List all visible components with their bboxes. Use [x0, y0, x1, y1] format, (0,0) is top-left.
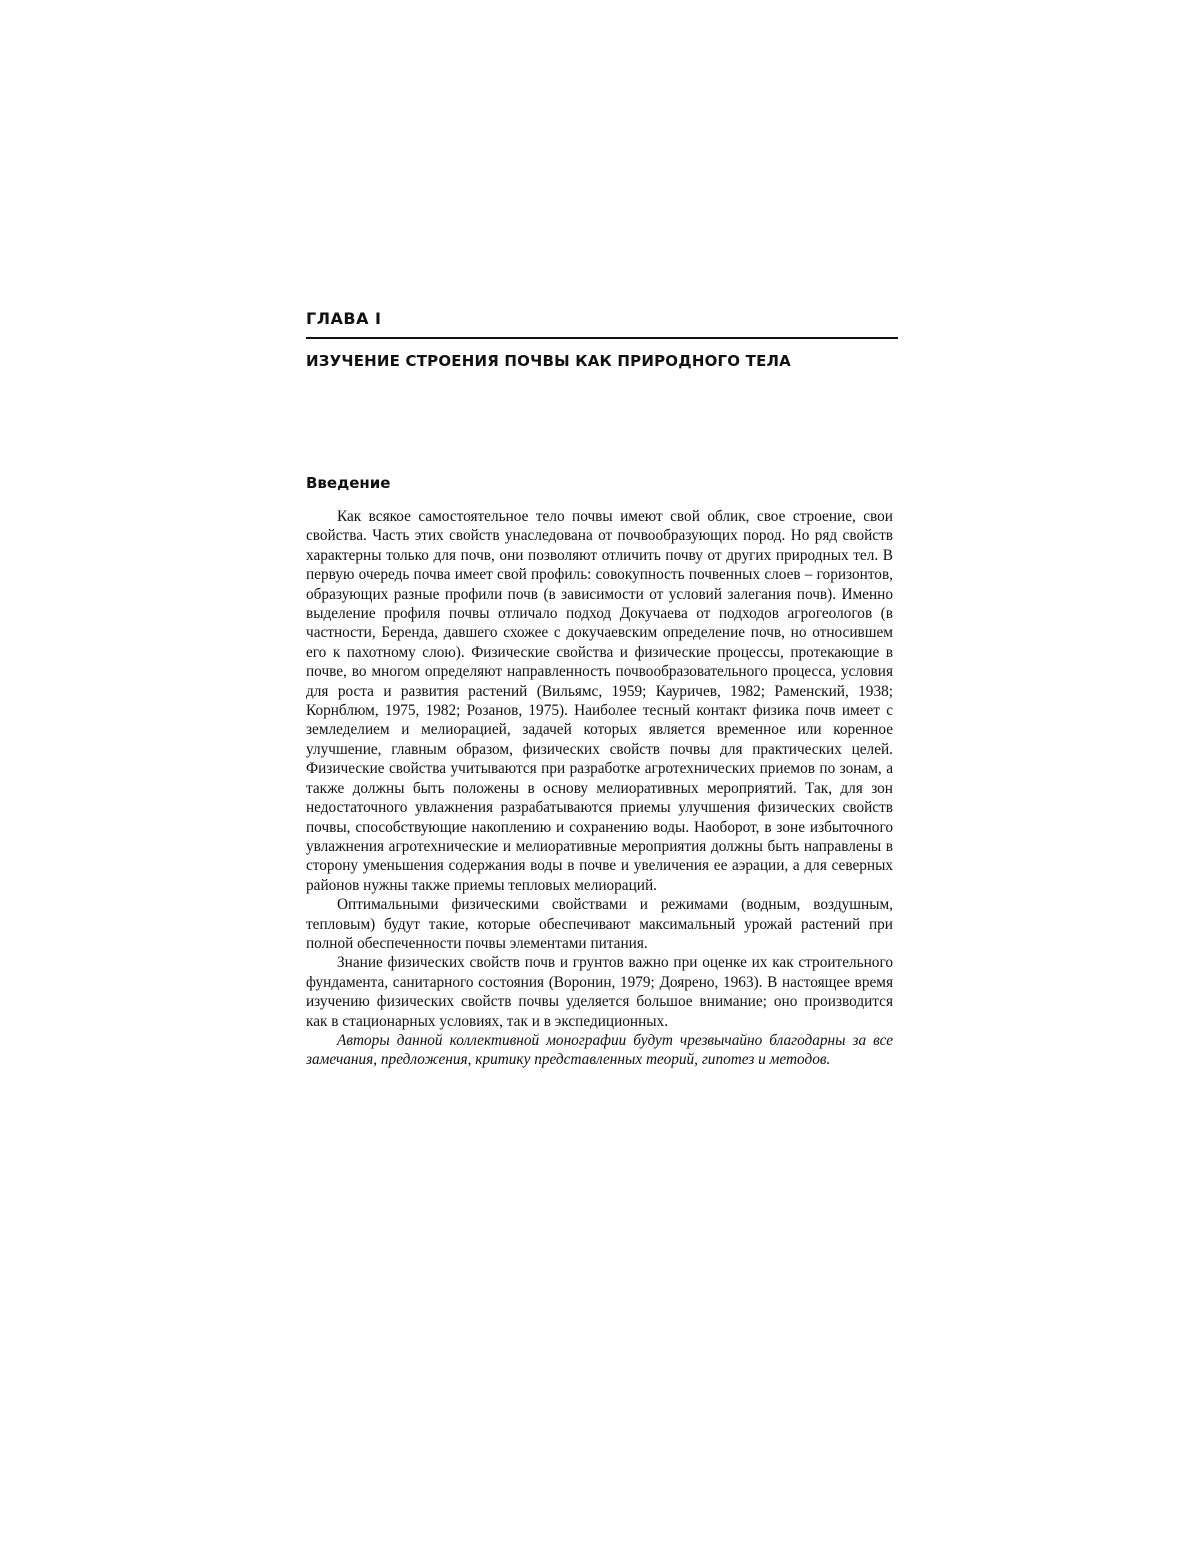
- chapter-title: ИЗУЧЕНИЕ СТРОЕНИЯ ПОЧВЫ КАК ПРИРОДНОГО ТЕЛА: [306, 352, 791, 370]
- chapter-divider: [306, 337, 898, 339]
- paragraph: Оптимальными физическими свойствами и режимами (водным, воздушным, тепловым) будут такие, которые обеспечивают максимальный урожай растений при полной обеспеченности почвы элементами питания.: [306, 896, 893, 952]
- paragraph: Как всякое самостоятельное тело почвы имеют свой облик, свое строение, свои свойства. Часть этих свойств унаследована от почвообразующих пород. Но ряд свойств характерны только для почв, они позволяют отличить почву от других природных тел. В первую очередь почва имеет свой профиль: совокупность почвенных слоев – горизонтов, образующих разные профили почв (в зависимости от условий залегания почв). Именно выделение профиля почвы отличало подход Докучаева от подходов агрогеологов (в частности, Беренда, давшего схожее с докучаевским определение почв, но относившем его к пахотному слою). Физические свойства и физические процессы, протекающие в почве, во многом определяют направленность почвообразовательного процесса, условия для роста и развития растений (Вильямс, 1959; Кауричев, 1982; Раменский, 1938; Корнблюм, 1975, 1982; Розанов, 1975). Наиболее тесный контакт физика почв имеет с земледелием и мелиорацией, задачей которых является временное или коренное улучшение, главным образом, физических свойств почвы для практических целей. Физические свойства учитываются при разработке агротехнических приемов по зонам, а также должны быть положены в основу мелиоративных мероприятий. Так, для зон недостаточного увлажнения разрабатываются приемы улучшения физических свойств почвы, способствующие накоплению и сохранению воды. Наоборот, в зоне избыточного увлажнения агротехнические и мелиоративные мероприятия должны быть направлены в сторону уменьшения содержания воды в почве и увеличения ее аэрации, а для северных районов нужны также приемы тепловых мелиораций.: [306, 508, 893, 894]
- section-heading: Введение: [306, 474, 391, 492]
- closing-note: Авторы данной коллективной монографии будут чрезвычайно благодарны за все замечания, предложения, критику представленных теорий, гипотез и методов.: [306, 1031, 893, 1069]
- paragraph: Знание физических свойств почв и грунтов важно при оценке их как строительного фундамента, санитарного состояния (Воронин, 1979; Доярено, 1963). В настоящее время изучению физических свойств почвы уделяется большое внимание; оно производится как в стационарных условиях, так и в экспедиционных.: [306, 954, 893, 1030]
- body-text: [306, 507, 893, 1070]
- chapter-label: ГЛАВА I: [306, 309, 382, 328]
